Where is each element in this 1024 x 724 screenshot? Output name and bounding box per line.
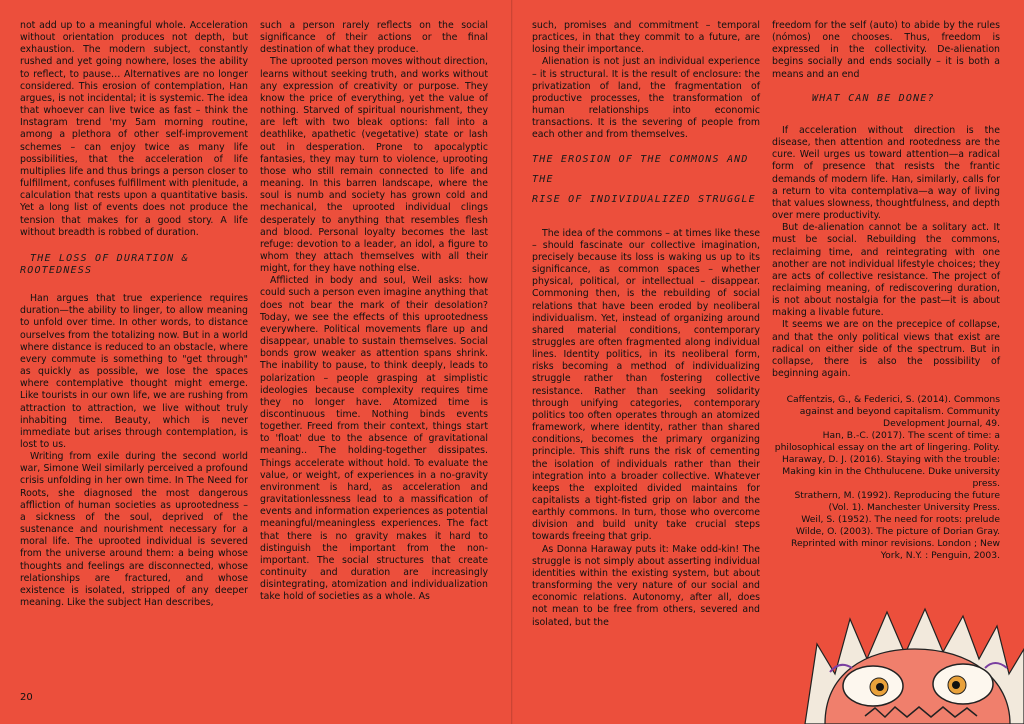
reference-item: Strathern, M. (1992). Reproducing the future (Vol. 1). Manchester University Press.	[794, 490, 1000, 514]
reference-item: Han, B.-C. (2017). The scent of time: a philosophical essay on the art of lingering. Polity.	[774, 430, 1000, 454]
page-number: 20	[20, 692, 33, 703]
heading-line: RISE OF INDIVIDUALIZED STRUGGLE	[532, 193, 756, 205]
paragraph: Afflicted in body and soul, Weil asks: how could such a person even imagine anything that does not bear the mark of their desolation? Today, we see the effects of this uprootedness everywhere. Political movements flare up and disappear, unable to sustain themselves. Social bonds grow weaker as attention spans shrink. The inability to pause, to think deeply, leads to polarization – people grasping at simplistic ideologies because complexity requires time they no longer have. Atomized time is discontinuous time. Nothing binds events together. Freed from their context, things start to 'float' due to the absence of gravitational meaning.. The holding-together dissipates. Things accelerate without hold. To evaluate the value, or weight, of experiences in a no-gravity environment is hard, as acceleration and gravitationlessness lead to a massification of events and information experiences as potential meaningful/meaningless experiences. The fact that there is no gravity makes it hard to distinguish the important from the non-important. The social structures that create continuity and duration are increasingly disintegrating, atomization and individualization take hold of societies as a whole. As	[260, 275, 488, 603]
paragraph: It seems we are on the precepice of collapse, and that the only political views that exist are radical on either side of the spectrum. But in collapse, there is also the possibility of beginning again.	[772, 319, 1000, 380]
paragraph: Alienation is not just an individual experience – it is structural. It is the result of enclosure: the privatization of land, the fragmentation of productive processes, the transformation of human relationships into economic transactions. It is the severing of people from each other and from themselves.	[532, 56, 760, 141]
paragraph: The uprooted person moves without direction, learns without seeking truth, and works without any expression of creativity or purpose. They know the price of everything, yet the value of nothing. Starved of spiritual nourishment, they are left with two bleak options: fall into a deathlike, apathetic (vegetative) state or lash out in desperation. Prone to apocalyptic fantasies, they may turn to violence, uprooting those who still remain connected to life and meaning. In this barren landscape, where the soul is numb and society has grown cold and mechanical, the uprooted individual clings desperately to anything that resembles flesh and blood. Personal loyalty becomes the last refuge: devotion to a leader, an idol, a figure to whom they attach themselves with all their might, for they have nothing else.	[260, 56, 488, 275]
column-4	[772, 20, 1000, 562]
reference-item: Weil, S. (1952). The need for roots: prelude	[801, 514, 1000, 526]
paragraph: Writing from exile during the second world war, Simone Weil similarly perceived a profound crisis unfolding in her own time. In The Need for Roots, she diagnosed the most dangerous affliction of human societies as uprootedness – a sickness of the soul, deprived of the sustenance and nourishment necessary for a moral life. The uprooted individual is severed from the universe around them: a being whose thoughts and feelings are disconnected, whose relationships are fractured, and whose existence is isolated, stripped of any deeper meaning. Like the subject Han describes,	[20, 451, 248, 609]
paragraph: The idea of the commons – at times like these – should fascinate our collective imagination, precisely because its loss is waking us up to its significance, as common spaces – whether physical, political, or intellectual – disappear. Commoning then, is the rebuilding of social relations that have been eroded by neoliberal individualism. Yet, instead of organizing around shared material conditions, contemporary struggles are often fragmented along individual lines. Identity politics, in its neoliberal form, risks becoming a method of individualizing struggle rather than fostering collective resistance. Rather than seeking solidarity through unifying categories, contemporary politics too often operates through an atomized framework, where identity, rather than shared conditions, becomes the primary organizing principle. This shift runs the risk of cementing the isolation of individuals rather than their integration into a broader collective. Whatever keeps the exploited divided maintains for capitalists a tight-fisted grip on labor and the earthly commons. In turn, those who overcome division and build unity take crucial steps towards freeing that grip.	[532, 227, 760, 543]
column-3	[532, 20, 760, 629]
paragraph: As Donna Haraway puts it: Make odd-kin! The struggle is not simply about asserting individual identities within the existing system, but about transforming the very nature of our social and economic relations. Autonomy, after all, does not mean to be free from others, severed and isolated, but the	[532, 543, 760, 628]
section-heading-erosion-of-commons	[532, 150, 760, 210]
paragraph: Han argues that true experience requires duration—the ability to linger, to allow meaning to unfold over time. In other words, to distance ourselves from the totalizing now. But in a world where distance is reduced to an obstacle, where every commute is something to "get through" as quickly as possible, we lose the spaces where contemplative thought might emerge. Like tourists in our own life, we are rushing from attraction to attraction, we live without truly inhabiting time. Beauty, which is never immediate but arises through contemplation, is lost to us.	[20, 293, 248, 450]
section-heading-what-can-be-done: WHAT CAN BE DONE?	[812, 92, 935, 104]
paragraph: not add up to a meaningful whole. Acceleration without orientation produces not depth, but exhaustion. The modern subject, constantly rushed and yet going nowhere, loses the ability to reflect, to pause… Alternatives are no longer considered. This erosion of contemplation, Han argues, is not incidental; it is systemic. The idea that whoever can live twice as fast – think the Instagram trend 'my 5am morning routine, among a plethora of other self-improvement schemes – can enjoy twice as many life possibilities, that the acceleration of life multiplies life and thus brings a person closer to fulfillment, confuses fulfillment with plenitude, a calculation that rests upon a quantitative basis. Yet a long list of events does not produce the tension that makes for a good story. A life without breadth is robbed of duration.	[20, 20, 248, 238]
reference-item: Wilde, O. (2003). The picture of Dorian Gray. Reprinted with minor revisions. London ; New York, N.Y. : Penguin, 2003.	[791, 526, 1000, 562]
references-list	[772, 394, 1000, 562]
creature-right-eye	[933, 664, 993, 704]
section-heading-loss-of-duration: THE LOSS OF DURATION & ROOTEDNESS	[20, 252, 189, 276]
paragraph: If acceleration without direction is the disease, then attention and rootedness are the cure. Weil urges us toward attention—a radical form of presence that resists the frantic demands of modern life. Han, similarly, calls for a return to vita contemplativa—a way of living that values slowness, thoughtfulness, and depth over mere productivity.	[772, 124, 1000, 222]
reference-item: Caffentzis, G., & Federici, S. (2014). Commons against and beyond capitalism. Community Development Journal, 49.	[786, 394, 1000, 430]
reference-item: Haraway, D. J. (2016). Staying with the trouble: Making kin in the Chthulucene. Duke university press.	[781, 454, 1000, 490]
paragraph: But de-alienation cannot be a solitary act. It must be social. Rebuilding the commons, reclaiming time, and reintegrating with one another are not individual lifestyle choices; they are acts of collective resistance. The project of reclaiming meaning, of rediscovering duration, is not about nostalgia for the past—it is about making a livable future.	[772, 222, 1000, 319]
page-gutter	[511, 0, 513, 724]
creature-left-eye	[843, 666, 903, 706]
paragraph: such a person rarely reflects on the social significance of their actions or the final destination of what they produce.	[260, 20, 488, 56]
paragraph: freedom for the self (auto) to abide by the rules (nómos) one chooses. Thus, freedom is expressed in the collectivity. De-alienation begins socially and ends socially – it is both a means and an end	[772, 20, 1000, 80]
column-2	[260, 20, 488, 604]
heading-line: THE EROSION OF THE COMMONS AND THE	[532, 153, 749, 185]
paragraph: such, promises and commitment – temporal practices, in that they commit to a future, are losing their importance.	[532, 20, 760, 56]
column-1	[20, 20, 248, 609]
creature-illustration	[795, 604, 1024, 724]
